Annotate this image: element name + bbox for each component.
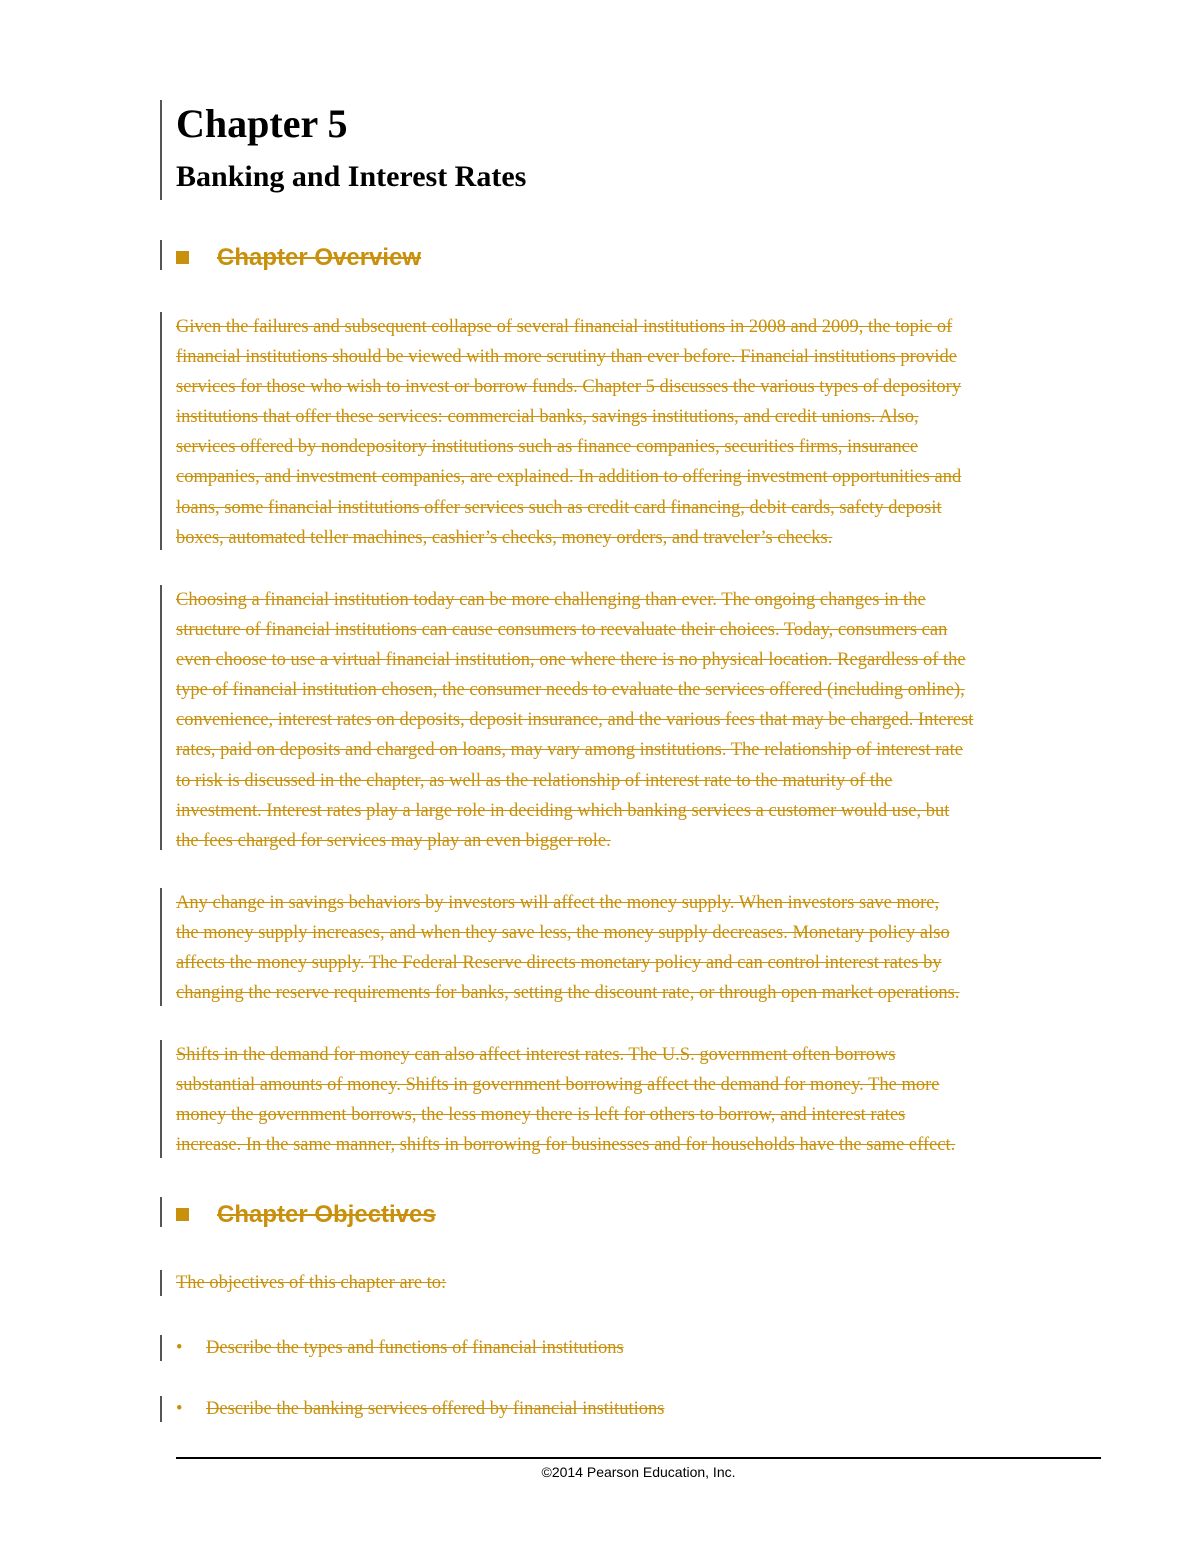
square-bullet-icon	[176, 251, 189, 264]
paragraph-line: affects the money supply. The Federal Reserve directs monetary policy and can control interest rates by	[176, 953, 942, 974]
paragraph-line: companies, and investment companies, are explained. In addition to offering investment opportunities and	[176, 467, 962, 488]
overview-paragraph-1	[176, 312, 1106, 553]
footer-copyright: ©2014 Pearson Education, Inc.	[541, 1464, 736, 1480]
paragraph-line: Any change in savings behaviors by investors will affect the money supply. When investors save more,	[176, 893, 940, 913]
chapter-number-title: Chapter 5	[176, 101, 348, 146]
change-bar-paragraph-1	[160, 312, 162, 550]
paragraph-line: rates, paid on deposits and charged on loans, may vary among institutions. The relationship of interest rate	[176, 740, 963, 761]
objectives-intro: The objectives of this chapter are to:	[176, 1273, 447, 1293]
overview-heading	[176, 243, 421, 273]
objective-item-text: Describe the types and functions of financial institutions	[206, 1338, 624, 1358]
paragraph-line: substantial amounts of money. Shifts in government borrowing affect the demand for money. The more	[176, 1075, 940, 1096]
change-bar-title	[160, 100, 162, 200]
paragraph-line: Given the failures and subsequent collapse of several financial institutions in 2008 and 2009, the topic of	[176, 317, 953, 337]
objective-item-text: Describe the banking services offered by financial institutions	[206, 1399, 665, 1419]
change-bar-paragraph-4	[160, 1040, 162, 1158]
change-bar-paragraph-3	[160, 888, 162, 1006]
footer-rule	[176, 1457, 1101, 1459]
overview-paragraph-4	[176, 1040, 1106, 1160]
paragraph-line: investment. Interest rates play a large role in deciding which banking services a customer would use, but	[176, 800, 950, 821]
square-bullet-icon	[176, 1208, 189, 1221]
paragraph-line: changing the reserve requirements for banks, setting the discount rate, or through open market operations.	[176, 983, 960, 1004]
change-bar-paragraph-2	[160, 585, 162, 850]
bullet-dot-icon: •	[176, 1338, 183, 1358]
paragraph-line: the fees charged for services may play an even bigger role.	[176, 830, 611, 851]
change-bar-objectives-heading	[160, 1197, 162, 1227]
overview-heading-text: Chapter Overview	[217, 244, 422, 271]
paragraph-line: financial institutions should be viewed with more scrutiny than ever before. Financial institutions provide	[176, 347, 957, 368]
paragraph-line: type of financial institution chosen, the consumer needs to evaluate the services offered (including online),	[176, 680, 965, 701]
objectives-heading	[176, 1200, 436, 1230]
objective-item	[176, 1396, 664, 1422]
change-bar-overview-heading	[160, 240, 162, 270]
change-bar-objectives-intro	[160, 1270, 162, 1296]
paragraph-line: even choose to use a virtual financial institution, one where there is no physical location. Regardless of the	[176, 650, 966, 671]
bullet-dot-icon: •	[176, 1399, 183, 1419]
paragraph-line: institutions that offer these services: commercial banks, savings institutions, and credit unions. Also,	[176, 407, 919, 428]
paragraph-line: convenience, interest rates on deposits, deposit insurance, and the various fees that may be charged. Interest	[176, 710, 974, 731]
paragraph-line: Shifts in the demand for money can also affect interest rates. The U.S. government often borrows	[176, 1045, 896, 1065]
change-bar-objective-1	[160, 1335, 162, 1361]
paragraph-line: the money supply increases, and when they save less, the money supply decreases. Monetary policy also	[176, 923, 950, 944]
paragraph-line: money the government borrows, the less money there is left for others to borrow, and interest rates	[176, 1105, 906, 1126]
paragraph-line: services for those who wish to invest or borrow funds. Chapter 5 discusses the various types of depository	[176, 377, 962, 398]
paragraph-line: increase. In the same manner, shifts in borrowing for businesses and for households have the same effect.	[176, 1135, 956, 1156]
paragraph-line: to risk is discussed in the chapter, as well as the relationship of interest rate to the maturity of the	[176, 770, 893, 791]
chapter-title: Banking and Interest Rates	[176, 160, 527, 193]
paragraph-line: structure of financial institutions can cause consumers to reevaluate their choices. Today, consumers can	[176, 620, 948, 641]
overview-paragraph-3	[176, 888, 1106, 1008]
objectives-heading-text: Chapter Objectives	[217, 1201, 436, 1228]
objective-item	[176, 1335, 624, 1361]
paragraph-line: boxes, automated teller machines, cashier’s checks, money orders, and traveler’s checks.	[176, 527, 833, 548]
overview-paragraph-2	[176, 585, 1106, 856]
paragraph-line: Choosing a financial institution today can be more challenging than ever. The ongoing changes in the	[176, 590, 926, 610]
paragraph-line: loans, some financial institutions offer services such as credit card financing, debit cards, safety deposit	[176, 497, 942, 518]
paragraph-line: services offered by nondepository institutions such as finance companies, securities firms, insurance	[176, 437, 919, 458]
change-bar-objective-2	[160, 1396, 162, 1422]
